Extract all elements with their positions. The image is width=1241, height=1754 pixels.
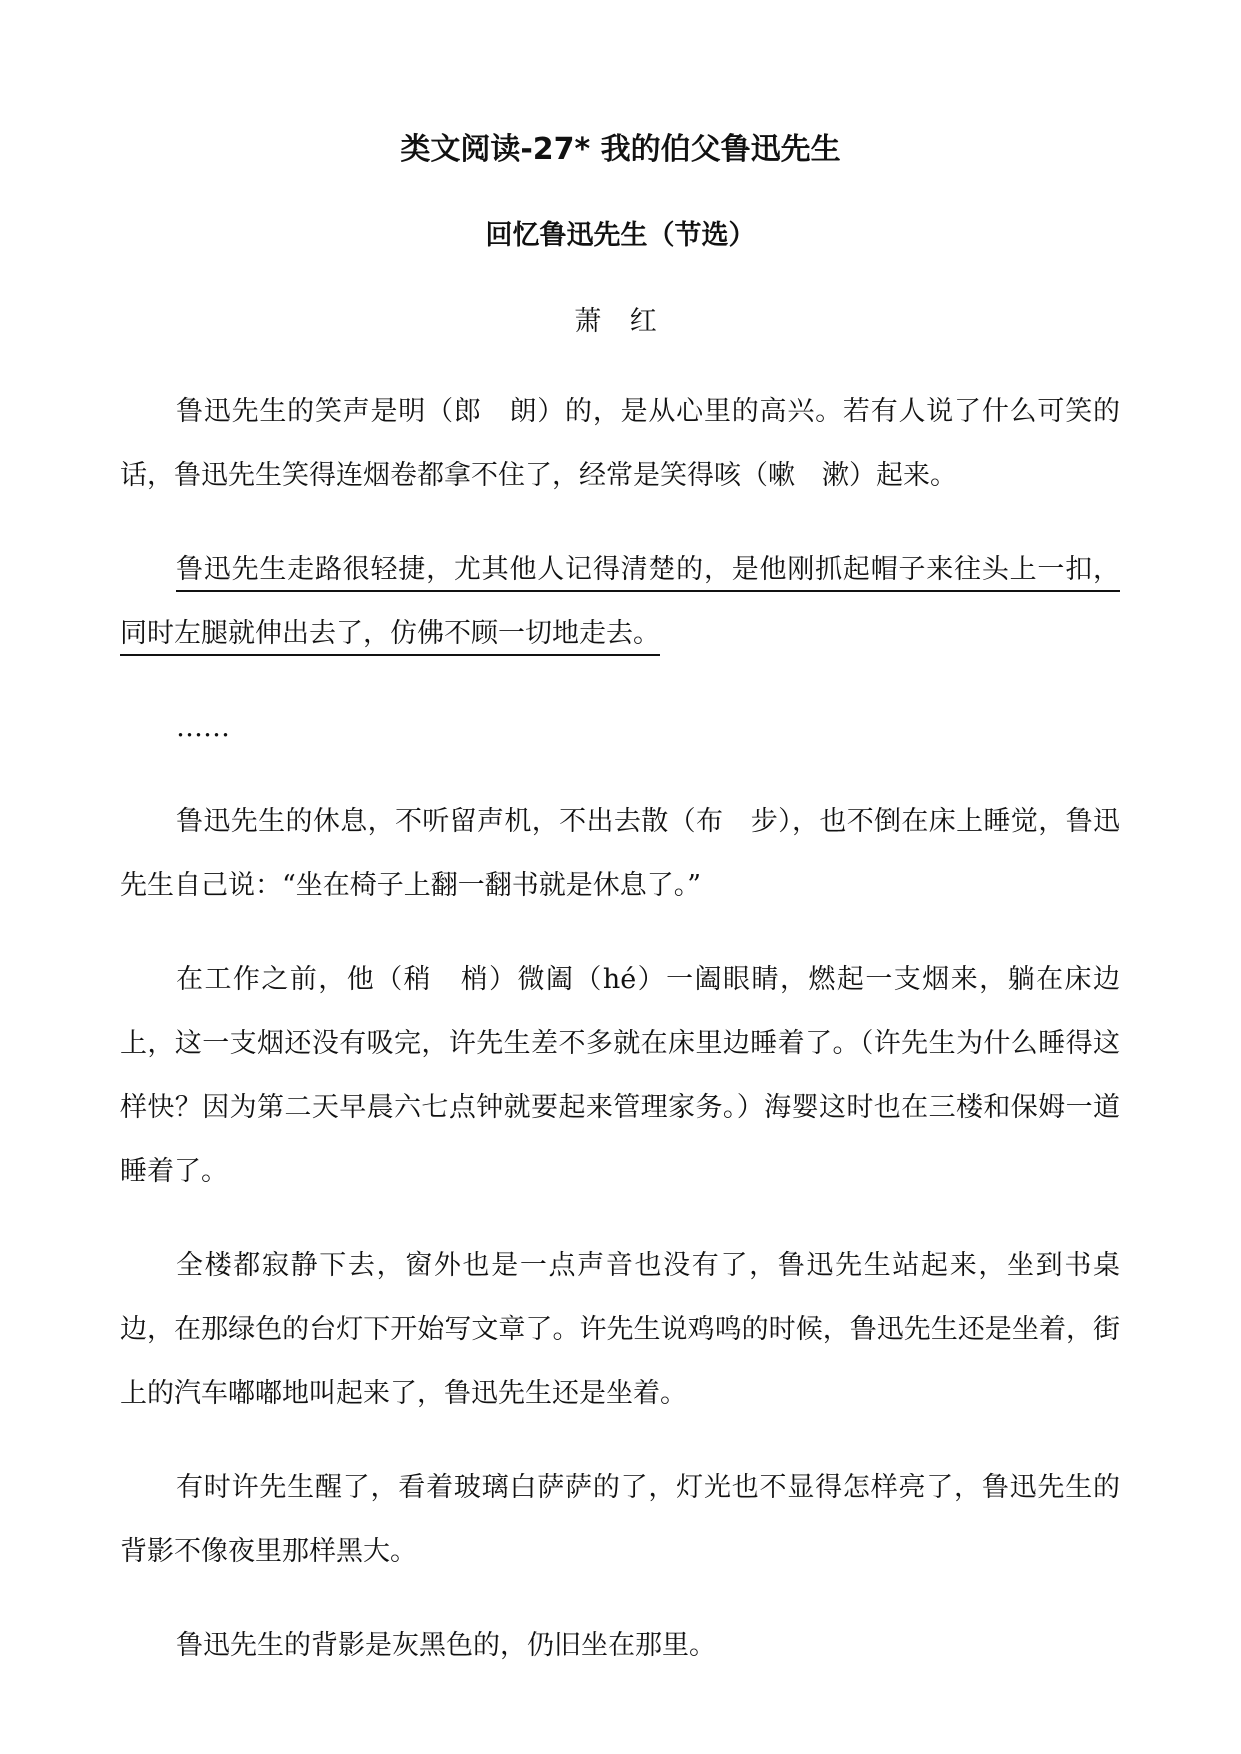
document-title: 类文阅读-27* 我的伯父鲁迅先生 [400, 132, 841, 167]
underlined-sentence: 鲁迅先生走路很轻捷，尤其他人记得清楚的，是他刚抓起帽子来往头上一扣，同时左腿就伸出去了，仿佛不顾一切地走去。 [120, 554, 1120, 649]
paragraph: 鲁迅先生的休息，不听留声机，不出去散（布 步），也不倒在床上睡觉，鲁迅先生自己说：“坐在椅子上翻一翻书就是休息了。” [120, 806, 1120, 901]
paragraph: 全楼都寂静下去，窗外也是一点声音也没有了，鲁迅先生站起来，坐到书桌边，在那绿色的台灯下开始写文章了。许先生说鸡鸣的时候，鲁迅先生还是坐着，街上的汽车嘟嘟地叫起来了，鲁迅先生还是坐着。 [120, 1250, 1120, 1409]
ellipsis-paragraph: …… [176, 712, 230, 743]
document-subtitle: 回忆鲁迅先生（节选） [485, 220, 756, 251]
paragraph: 在工作之前，他（稍 梢）微阖（hé）一阖眼睛，燃起一支烟来，躺在床边上，这一支烟还没有吸完，许先生差不多就在床里边睡着了。（许先生为什么睡得这样快？因为第二天早晨六七点钟就要起来管理家务。）海婴这时也在三楼和保姆一道睡着了。 [120, 964, 1120, 1187]
paragraph-underlined [120, 538, 1120, 666]
paragraph: 有时许先生醒了，看着玻璃白萨萨的了，灯光也不显得怎样亮了，鲁迅先生的背影不像夜里那样黑大。 [120, 1472, 1120, 1567]
author-name: 萧 红 [574, 306, 667, 337]
paragraph: 鲁迅先生的笑声是明（郎 朗）的，是从心里的高兴。若有人说了什么可笑的话，鲁迅先生笑得连烟卷都拿不住了，经常是笑得咳（嗽 漱）起来。 [120, 396, 1120, 491]
article-body [120, 380, 1120, 1708]
paragraph: 鲁迅先生的背影是灰黑色的，仍旧坐在那里。 [176, 1630, 716, 1661]
